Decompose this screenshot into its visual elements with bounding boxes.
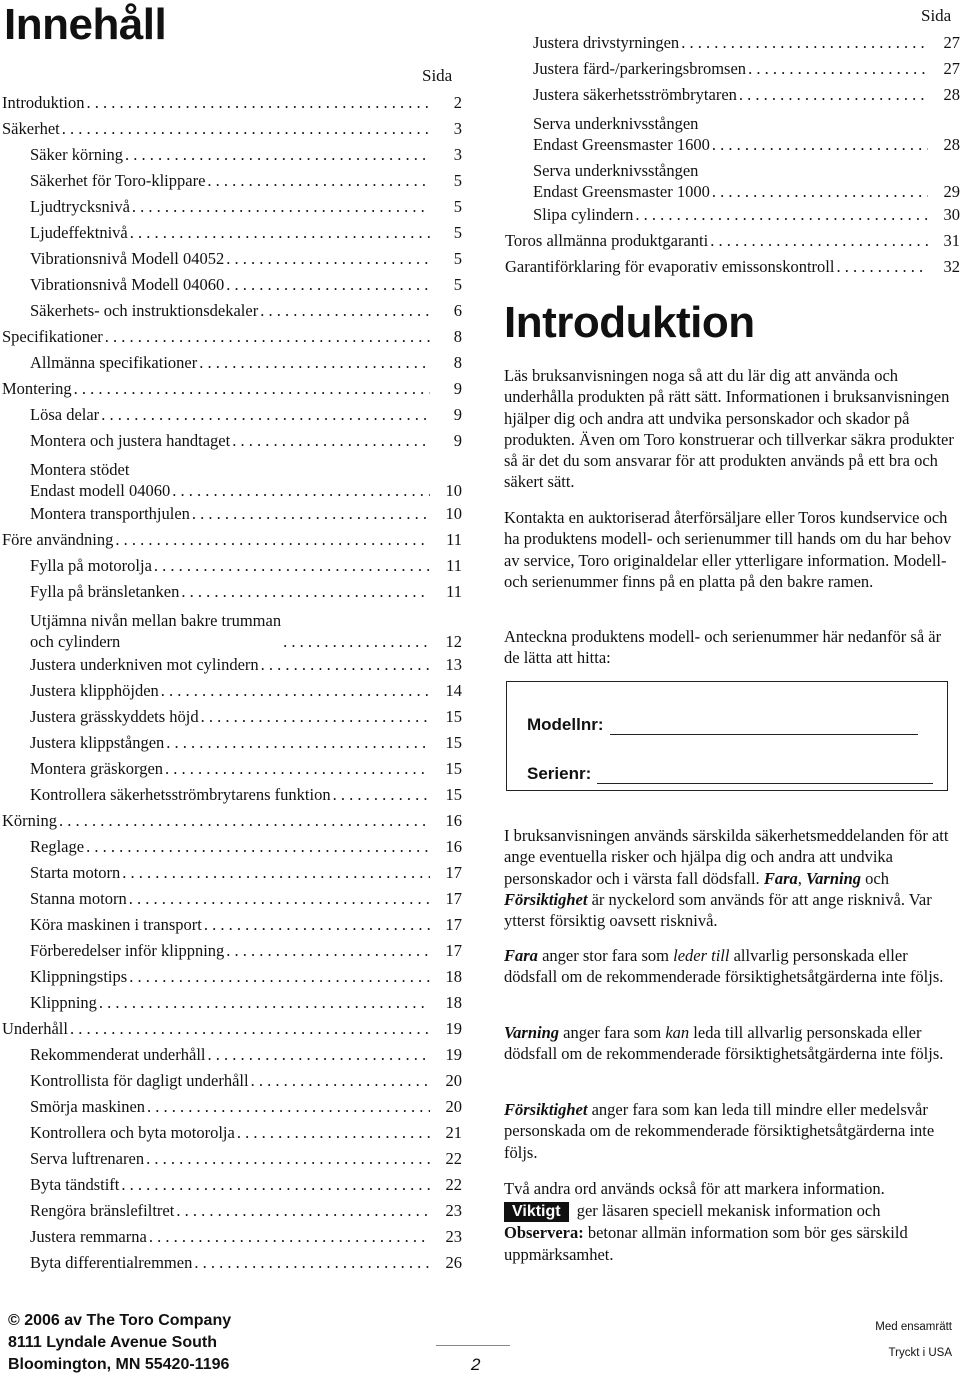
- toc-entry-page: 10: [445, 481, 462, 500]
- toc-entry[interactable]: [0, 1042, 462, 1068]
- toc-entry-page: 8: [453, 353, 462, 372]
- toc-entry-title: Serva underknivsstången Endast Greensmaster 1000: [533, 161, 710, 201]
- toc-entry[interactable]: [0, 1172, 462, 1198]
- toc-entry-page: 17: [445, 863, 462, 882]
- toc-leader-dots: [129, 886, 430, 912]
- toc-leader-dots: [194, 1250, 430, 1276]
- toc-entry-page: 29: [943, 182, 960, 201]
- toc-entry[interactable]: [0, 1146, 462, 1172]
- intro-paragraph-forsiktighet: Försiktighet anger fara som kan leda till mindre eller medelsvår personskada om de rekommenderade försiktighetsåtgärderna inte följs.: [504, 1100, 935, 1162]
- toc-entry-title: Justera färd-/parkeringsbromsen: [533, 59, 747, 78]
- toc-entry-title: Vibrationsnivå Modell 04060: [30, 275, 225, 294]
- toc-entry[interactable]: [503, 108, 960, 155]
- intro-title: Introduktion: [504, 298, 755, 347]
- toc-entry-page: 23: [445, 1227, 462, 1246]
- toc-entry[interactable]: [0, 990, 462, 1016]
- intro-paragraph-5: Två andra ord används också för att markera information. Viktigt ger läsaren speciell mekanisk information och Observera: betonar allmän information som bör ges särskild uppmärksamhet.: [504, 1179, 908, 1264]
- toc-entry[interactable]: [0, 808, 462, 834]
- toc-entry[interactable]: [0, 116, 462, 142]
- toc-leader-dots: [149, 1224, 430, 1250]
- toc-entry[interactable]: [503, 228, 960, 254]
- toc-entry-title: Justera säkerhetsströmbrytaren: [533, 85, 737, 104]
- toc-leader-dots: [87, 90, 431, 116]
- toc-entry[interactable]: [0, 142, 462, 168]
- toc-leader-dots: [207, 1042, 430, 1068]
- toc-entry-page: 5: [453, 223, 462, 242]
- toc-entry[interactable]: [503, 30, 960, 56]
- toc-entry[interactable]: [0, 168, 462, 194]
- toc-entry[interactable]: [0, 912, 462, 938]
- intro-paragraph-2: Kontakta en auktoriserad återförsäljare eller Toros kundservice och ha produktens modell- och serienummer till hands om du har behov av service, Toro originaldelar eller ytterligare information. Modell- och serienummer finns på en platta på den bakre ramen.: [504, 508, 952, 591]
- toc-entry[interactable]: [0, 220, 462, 246]
- toc-leader-dots: [226, 246, 430, 272]
- toc-leader-dots: [146, 1146, 430, 1172]
- toc-entry-page: 16: [445, 837, 462, 856]
- toc-entry-title: Förberedelser inför klippning: [30, 941, 225, 960]
- toc-leader-dots: [181, 579, 430, 605]
- toc-leader-dots: [192, 501, 430, 527]
- rights-text: Med ensamrätt: [875, 1321, 952, 1333]
- toc-entry[interactable]: [0, 350, 462, 376]
- toc-entry-page: 5: [453, 197, 462, 216]
- toc-entry-title: Montera stödet Endast modell 04060: [30, 460, 171, 500]
- toc-entry-page: 15: [445, 759, 462, 778]
- footer-rights: [875, 1314, 952, 1366]
- toc-entry-title: Reglage: [30, 837, 85, 856]
- model-number-label: Modellnr:: [527, 715, 604, 734]
- toc-entry[interactable]: [0, 194, 462, 220]
- toc-entry-title: Justera drivstyrningen: [533, 33, 680, 52]
- toc-leader-dots: [147, 1094, 430, 1120]
- footer-publisher: [8, 1310, 231, 1376]
- toc-leader-dots: [129, 964, 430, 990]
- toc-entry[interactable]: [0, 1198, 462, 1224]
- page-column-header: Sida: [422, 66, 453, 85]
- intro-paragraph-4: I bruksanvisningen används särskilda säkerhetsmeddelanden för att ange eventuella risker och hjälpa dig och andra att undvika personskador och i värsta fall dödsfall. Fara, Varning och Försiktighet är nyckelord som används för att ange risknivå. Var ytterst försiktig oavsett risknivå.: [504, 826, 949, 931]
- model-serial-form: [506, 681, 948, 791]
- toc-entry-page: 12: [445, 632, 462, 651]
- intro-paragraph-1: Läs bruksanvisningen noga så att du lär dig att använda och underhålla produkten på rätt sätt. Informationen i bruksanvisningen hjälper dig och andra att undvika personskador och skador på produkten. Även om Toro konstruerar och tillverkar säkra produkter så är det du som ansvarar för att produkten används på ett bra och säkert sätt.: [504, 366, 954, 492]
- toc-entry-page: 17: [445, 915, 462, 934]
- address-line-1: 8111 Lyndale Avenue South: [8, 1334, 217, 1351]
- toc-entry-title: Vibrationsnivå Modell 04052: [30, 249, 225, 268]
- toc-entry-title: Rekommenderat underhåll: [30, 1045, 206, 1064]
- toc-entry-title: Stanna motorn: [30, 889, 127, 908]
- toc-entry-title: Lösa delar: [30, 405, 100, 424]
- toc-entry-page: 18: [445, 967, 462, 986]
- toc-entry-title: Kontrollista för dagligt underhåll: [30, 1071, 249, 1090]
- toc-entry[interactable]: [0, 454, 462, 501]
- toc-entry[interactable]: [0, 428, 462, 454]
- toc-entry-page: 2: [453, 93, 462, 112]
- toc-leader-dots: [161, 678, 430, 704]
- toc-entry[interactable]: [0, 860, 462, 886]
- toc-entry-title: Säkerhet: [2, 119, 60, 138]
- toc-entry-page: 27: [943, 59, 960, 78]
- toc-leader-dots: [201, 704, 430, 730]
- toc-entry-page: 17: [445, 889, 462, 908]
- toc-entry[interactable]: [0, 938, 462, 964]
- toc-leader-dots: [166, 730, 430, 756]
- toc-entry[interactable]: [0, 1224, 462, 1250]
- toc-leader-dots: [712, 134, 928, 155]
- toc-entry[interactable]: [0, 964, 462, 990]
- toc-leader-dots: [130, 220, 430, 246]
- toc-entry-page: 3: [453, 119, 462, 138]
- toc-entry-title: Byta differentialremmen: [30, 1253, 193, 1272]
- toc-leader-dots: [101, 402, 430, 428]
- toc-entry-title: Underhåll: [2, 1019, 68, 1038]
- toc-entry-page: 21: [445, 1123, 462, 1142]
- toc-entry-title: Justera grässkyddets höjd: [30, 707, 199, 726]
- toc-leader-dots: [122, 860, 430, 886]
- toc-entry[interactable]: [0, 402, 462, 428]
- model-number-line: [610, 718, 918, 735]
- toc-entry-page: 5: [453, 275, 462, 294]
- toc-leader-dots: [635, 202, 928, 228]
- toc-leader-dots: [204, 912, 430, 938]
- toc-leader-dots: [710, 228, 928, 254]
- toc-leader-dots: [199, 350, 430, 376]
- toc-entry-page: 9: [453, 379, 462, 398]
- toc-leader-dots: [739, 82, 928, 108]
- footer-divider: [436, 1345, 510, 1346]
- toc-entry-title: Starta motorn: [30, 863, 121, 882]
- toc-left-column: [0, 90, 462, 1276]
- toc-leader-dots: [251, 1068, 430, 1094]
- toc-leader-dots: [154, 553, 430, 579]
- toc-leader-dots: [207, 168, 430, 194]
- toc-entry[interactable]: [0, 1016, 462, 1042]
- toc-entry-title: Montera transporthjulen: [30, 504, 190, 523]
- toc-entry-title: Byta tändstift: [30, 1175, 120, 1194]
- toc-leader-dots: [70, 1016, 430, 1042]
- toc-leader-dots: [836, 254, 928, 280]
- toc-entry-title: Fylla på bränsletanken: [30, 582, 180, 601]
- toc-entry-page: 15: [445, 733, 462, 752]
- address-line-2: Bloomington, MN 55420-1196: [8, 1356, 230, 1373]
- toc-entry-page: 19: [445, 1019, 462, 1038]
- toc-entry-page: 10: [445, 504, 462, 523]
- toc-entry-page: 22: [445, 1175, 462, 1194]
- intro-paragraph-varning: Varning anger fara som kan leda till allvarlig personskada eller dödsfall om de rekommenderade försiktighetsåtgärderna inte följs.: [504, 1023, 944, 1064]
- toc-entry-page: 18: [445, 993, 462, 1012]
- toc-entry-title: Montera gräskorgen: [30, 759, 164, 778]
- toc-entry-title: Kontrollera säkerhetsströmbrytarens funktion: [30, 785, 331, 804]
- toc-right-column: [503, 30, 960, 280]
- toc-entry-title: Säkerhet för Toro-klippare: [30, 171, 206, 190]
- toc-entry-page: 28: [943, 85, 960, 104]
- toc-leader-dots: [172, 480, 430, 501]
- toc-entry[interactable]: [0, 652, 462, 678]
- toc-entry[interactable]: [0, 324, 462, 350]
- toc-entry-page: 14: [445, 681, 462, 700]
- toc-leader-dots: [105, 324, 430, 350]
- toc-entry[interactable]: [0, 272, 462, 298]
- toc-entry-page: 23: [445, 1201, 462, 1220]
- toc-entry[interactable]: [503, 56, 960, 82]
- toc-entry-page: 22: [445, 1149, 462, 1168]
- toc-entry[interactable]: [0, 834, 462, 860]
- toc-entry-title: Specifikationer: [2, 327, 103, 346]
- toc-leader-dots: [681, 30, 928, 56]
- toc-leader-dots: [121, 1172, 430, 1198]
- toc-entry-page: 31: [943, 231, 960, 250]
- toc-leader-dots: [333, 782, 430, 808]
- toc-entry-title: Kontrollera och byta motorolja: [30, 1123, 235, 1142]
- toc-entry-title: Köra maskinen i transport: [30, 915, 202, 934]
- toc-leader-dots: [232, 428, 430, 454]
- toc-leader-dots: [59, 808, 430, 834]
- toc-entry[interactable]: [0, 1120, 462, 1146]
- toc-entry-page: 15: [445, 707, 462, 726]
- toc-leader-dots: [226, 938, 430, 964]
- toc-entry-page: 16: [445, 811, 462, 830]
- toc-leader-dots: [712, 181, 928, 202]
- toc-entry-page: 6: [453, 301, 462, 320]
- toc-entry-page: 13: [445, 655, 462, 674]
- toc-entry[interactable]: [0, 605, 462, 652]
- toc-entry-title: Före användning: [2, 530, 114, 549]
- intro-paragraph-fara: Fara anger stor fara som leder till allvarlig personskada eller dödsfall om de rekommenderade försiktighetsåtgärderna inte följs.: [504, 946, 944, 987]
- toc-leader-dots: [99, 990, 430, 1016]
- toc-entry[interactable]: [0, 1250, 462, 1276]
- toc-entry-title: Ljudeffektnivå: [30, 223, 128, 242]
- toc-entry-title: Utjämna nivån mellan bakre trumman och cylindern: [30, 611, 282, 651]
- toc-entry-title: Introduktion: [2, 93, 85, 112]
- toc-entry[interactable]: [0, 756, 462, 782]
- toc-entry-page: 9: [453, 431, 462, 450]
- toc-entry[interactable]: [0, 886, 462, 912]
- toc-entry-title: Serva luftrenaren: [30, 1149, 145, 1168]
- toc-entry-page: 20: [445, 1071, 462, 1090]
- toc-entry-page: 27: [943, 33, 960, 52]
- toc-leader-dots: [74, 376, 430, 402]
- toc-leader-dots: [283, 631, 430, 652]
- page-number: 2: [471, 1355, 481, 1374]
- serial-number-field[interactable]: [527, 764, 933, 784]
- toc-entry-page: 11: [446, 556, 462, 575]
- toc-entry-page: 17: [445, 941, 462, 960]
- toc-entry-title: Körning: [2, 811, 57, 830]
- toc-entry-page: 30: [943, 205, 960, 224]
- toc-entry[interactable]: [0, 782, 462, 808]
- toc-entry[interactable]: [503, 82, 960, 108]
- toc-entry-title: Rengöra bränslefiltret: [30, 1201, 175, 1220]
- page-column-header-right: Sida: [921, 6, 952, 25]
- toc-entry-title: Fylla på motorolja: [30, 556, 152, 575]
- toc-entry[interactable]: [0, 730, 462, 756]
- toc-leader-dots: [176, 1198, 430, 1224]
- toc-entry-page: 3: [453, 145, 462, 164]
- serial-number-label: Serienr:: [527, 764, 592, 783]
- toc-leader-dots: [115, 527, 430, 553]
- toc-entry-page: 32: [943, 257, 960, 276]
- toc-leader-dots: [748, 56, 928, 82]
- copyright-line: © 2006 av The Toro Company: [8, 1312, 232, 1329]
- printed-text: Tryckt i USA: [888, 1347, 952, 1359]
- toc-entry[interactable]: [0, 90, 462, 116]
- toc-entry-title: Montering: [2, 379, 72, 398]
- toc-entry-page: 5: [453, 171, 462, 190]
- toc-entry[interactable]: [0, 553, 462, 579]
- toc-entry-title: Justera klippstången: [30, 733, 165, 752]
- toc-leader-dots: [132, 194, 430, 220]
- toc-entry-page: 20: [445, 1097, 462, 1116]
- toc-title: Innehåll: [4, 0, 167, 49]
- toc-entry-title: Serva underknivsstången Endast Greensmaster 1600: [533, 114, 710, 154]
- toc-entry[interactable]: [0, 1094, 462, 1120]
- toc-entry-page: 11: [446, 582, 462, 601]
- intro-paragraph-3: Anteckna produktens modell- och serienummer här nedanför så är de lätta att hitta:: [504, 627, 942, 668]
- toc-entry-title: Säker körning: [30, 145, 124, 164]
- toc-leader-dots: [86, 834, 430, 860]
- toc-leader-dots: [165, 756, 430, 782]
- toc-entry[interactable]: [503, 155, 960, 202]
- toc-entry-title: Justera klipphöjden: [30, 681, 159, 700]
- toc-entry[interactable]: [0, 1068, 462, 1094]
- toc-entry[interactable]: [0, 527, 462, 553]
- toc-entry-page: 28: [943, 135, 960, 154]
- toc-leader-dots: [125, 142, 430, 168]
- toc-entry-page: 26: [445, 1253, 462, 1272]
- toc-entry-page: 11: [446, 530, 462, 549]
- toc-entry[interactable]: [503, 254, 960, 280]
- toc-leader-dots: [260, 298, 430, 324]
- toc-entry[interactable]: [503, 202, 960, 228]
- toc-entry[interactable]: [0, 501, 462, 527]
- toc-entry[interactable]: [0, 704, 462, 730]
- toc-entry-title: Montera och justera handtaget: [30, 431, 231, 450]
- toc-leader-dots: [237, 1120, 430, 1146]
- toc-entry[interactable]: [0, 678, 462, 704]
- toc-entry[interactable]: [0, 376, 462, 402]
- toc-entry-title: Justera underkniven mot cylindern: [30, 655, 259, 674]
- toc-entry-page: 5: [453, 249, 462, 268]
- toc-entry-title: Slipa cylindern: [533, 205, 634, 224]
- toc-leader-dots: [62, 116, 430, 142]
- toc-entry-page: 8: [453, 327, 462, 346]
- toc-leader-dots: [261, 652, 430, 678]
- toc-entry-title: Säkerhets- och instruktionsdekaler: [30, 301, 259, 320]
- toc-entry-title: Garantiförklaring för evaporativ emissonskontroll: [505, 257, 835, 276]
- viktigt-badge: Viktigt: [504, 1202, 569, 1222]
- toc-entry-title: Klippningstips: [30, 967, 128, 986]
- toc-entry-page: 15: [445, 785, 462, 804]
- model-number-field[interactable]: [527, 715, 918, 735]
- toc-entry-page: 19: [445, 1045, 462, 1064]
- toc-entry[interactable]: [0, 246, 462, 272]
- toc-entry-title: Toros allmänna produktgaranti: [505, 231, 709, 250]
- toc-entry-title: Allmänna specifikationer: [30, 353, 198, 372]
- toc-entry-title: Smörja maskinen: [30, 1097, 146, 1116]
- toc-leader-dots: [226, 272, 430, 298]
- toc-entry-title: Klippning: [30, 993, 97, 1012]
- toc-entry[interactable]: [0, 298, 462, 324]
- toc-entry-title: Ljudtrycksnivå: [30, 197, 130, 216]
- toc-entry-page: 9: [453, 405, 462, 424]
- serial-number-line: [597, 767, 933, 784]
- toc-entry-title: Justera remmarna: [30, 1227, 147, 1246]
- toc-entry[interactable]: [0, 579, 462, 605]
